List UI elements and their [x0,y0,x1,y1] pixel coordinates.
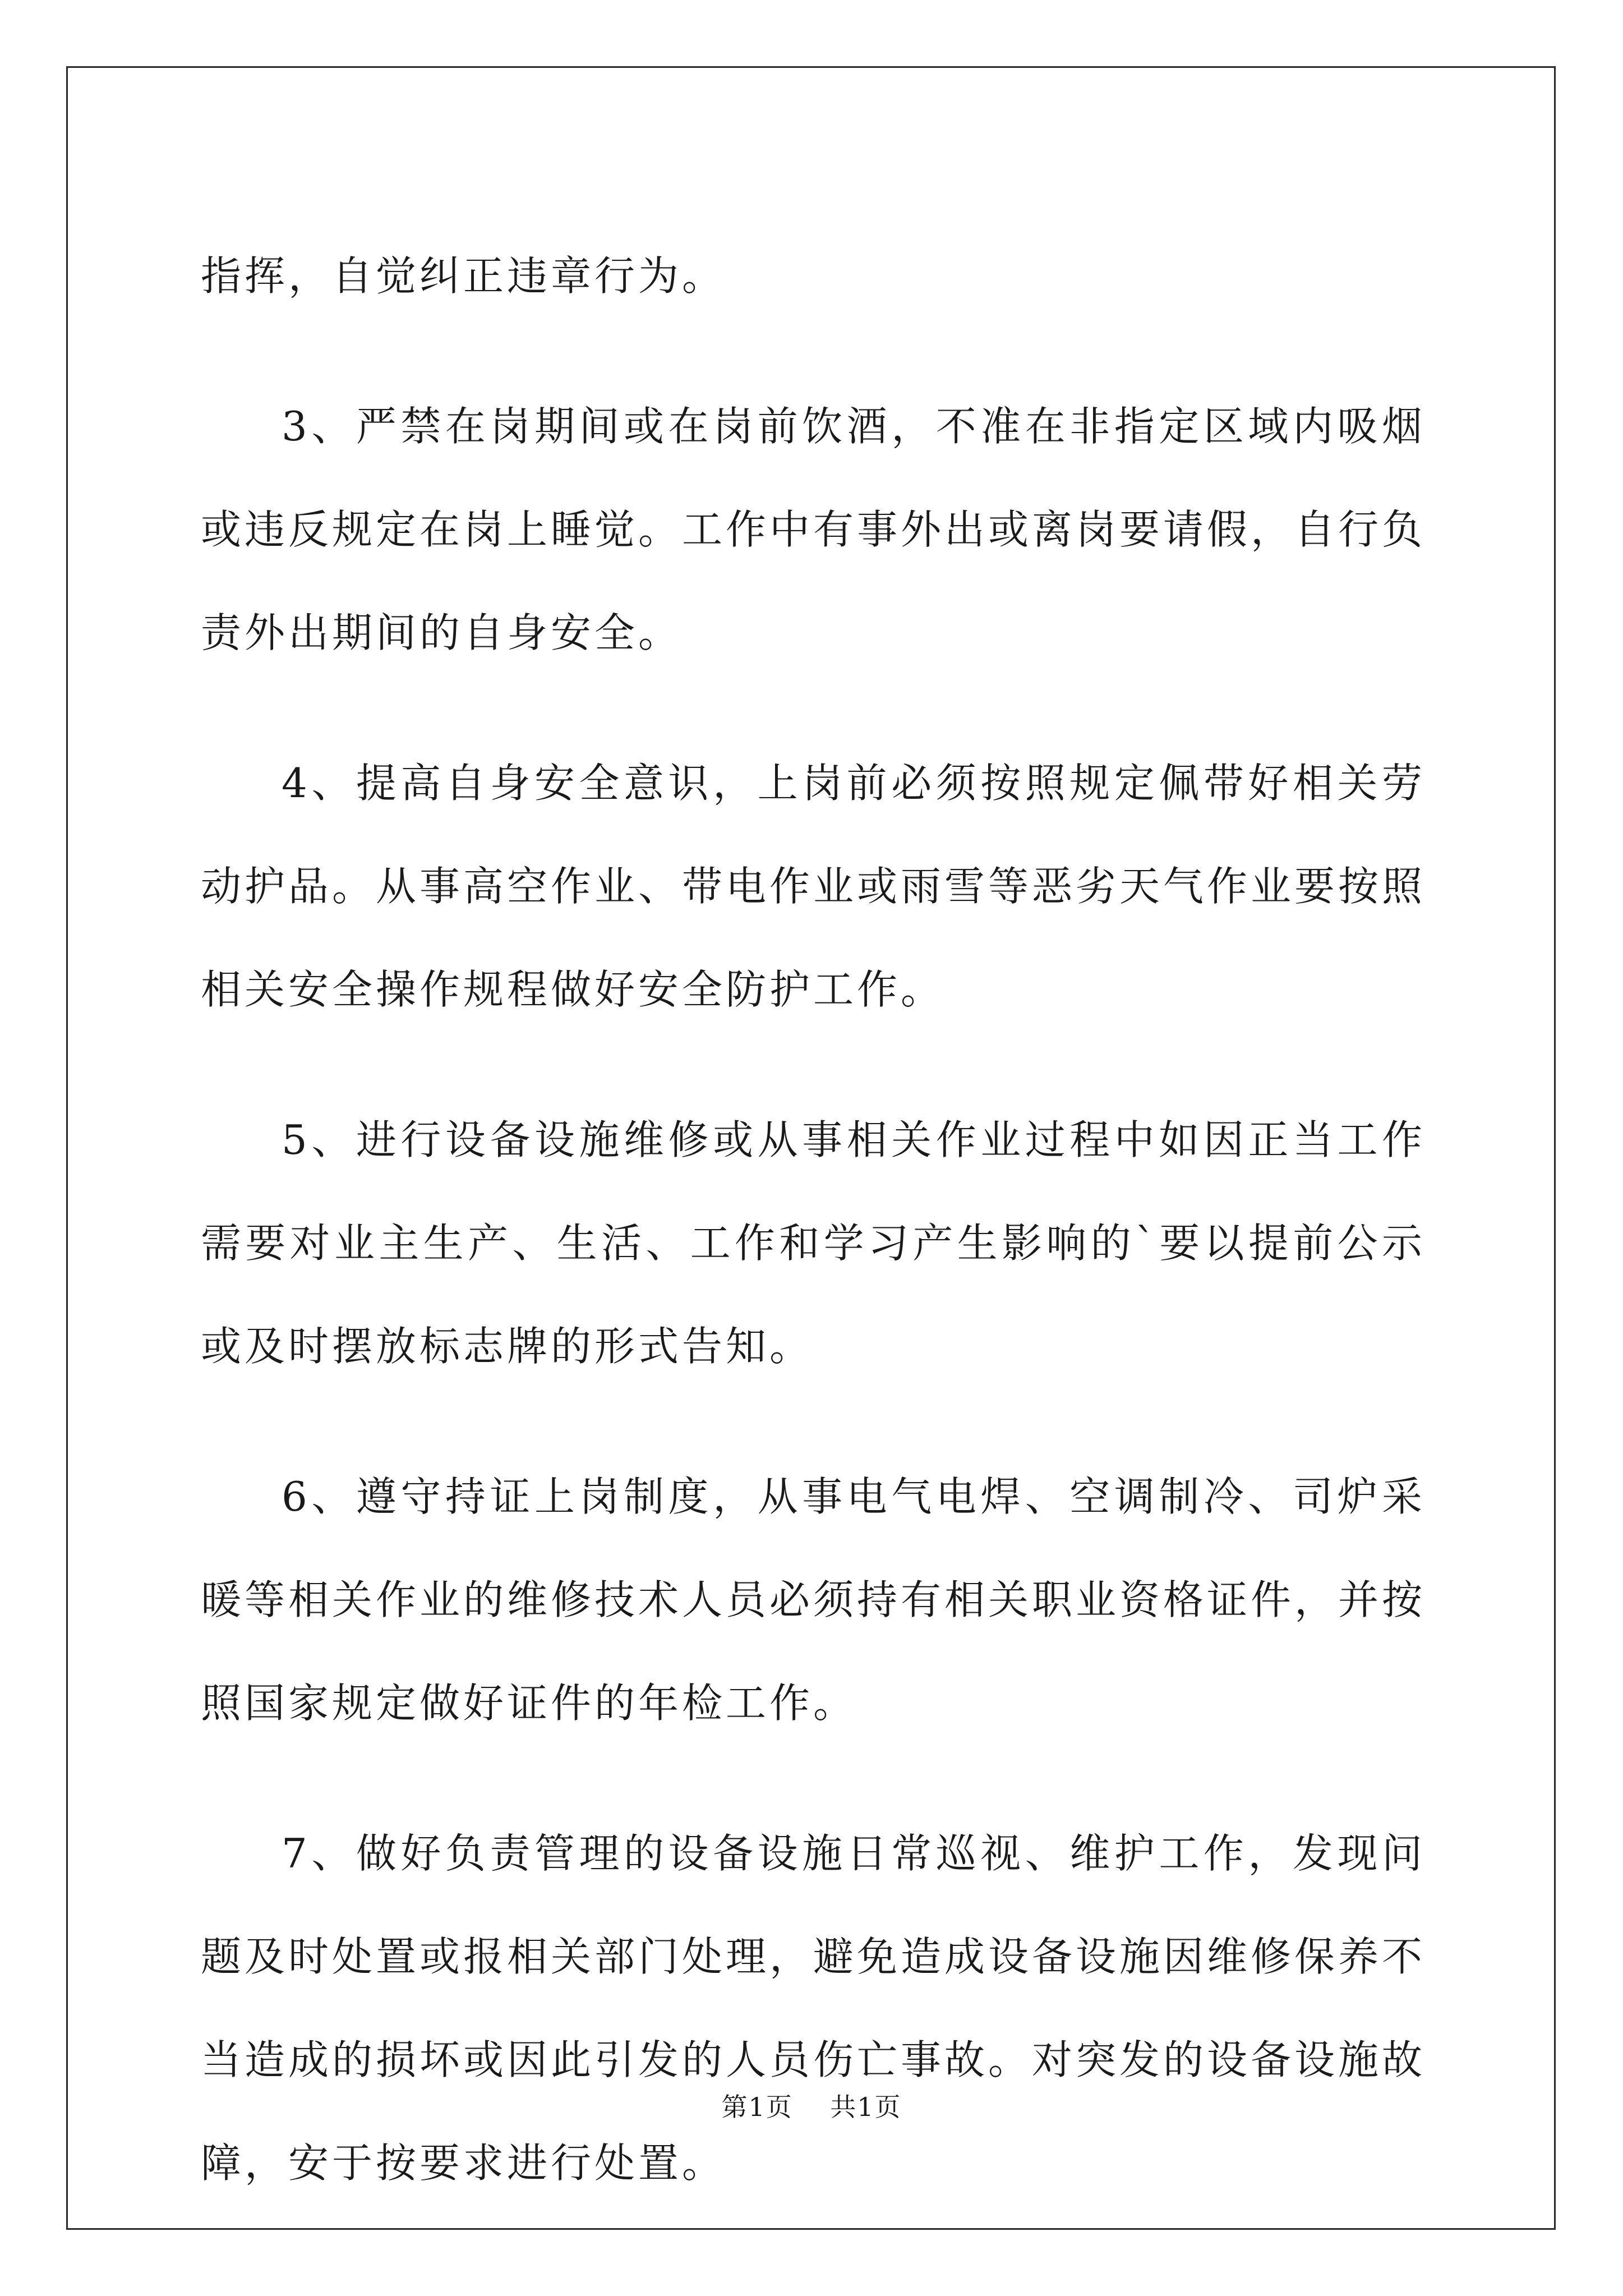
paragraph-item-6: 6、遵守持证上岗制度，从事电气电焊、空调制冷、司炉采暖等相关作业的维修技术人员必须持有相关职业资格证件，并按照国家规定做好证件的年检工作。 [201,1473,1426,1727]
paragraph-item-4: 4、提高自身安全意识，上岗前必须按照规定佩带好相关劳动护品。从事高空作业、带电作业或雨雪等恶劣天气作业要按照相关安全操作规程做好安全防护工作。 [201,760,1426,1013]
paragraph-item-7: 7、做好负责管理的设备设施日常巡视、维护工作，发现问题及时处置或报相关部门处理，避免造成设备设施因维修保养不当造成的损坏或因此引发的人员伤亡事故。对突发的设备设施故障，安于按要求进行处置。 [201,1830,1426,2187]
document-body [201,224,1426,2262]
paragraph-continuation: 指挥，自觉纠正违章行为。 [201,252,726,300]
paragraph-item-3: 3、严禁在岗期间或在岗前饮酒，不准在非指定区域内吸烟或违反规定在岗上睡觉。工作中有事外出或离岗要请假，自行负责外出期间的自身安全。 [201,403,1426,656]
page-number: 第1页 [721,2092,793,2122]
page-footer [0,2087,1623,2124]
page-total: 共1页 [830,2092,902,2122]
paragraph-item-5: 5、进行设备设施维修或从事相关作业过程中如因正当工作需要对业主生产、生活、工作和学习产生影响的`要以提前公示或及时摆放标志牌的形式告知。 [201,1116,1426,1370]
